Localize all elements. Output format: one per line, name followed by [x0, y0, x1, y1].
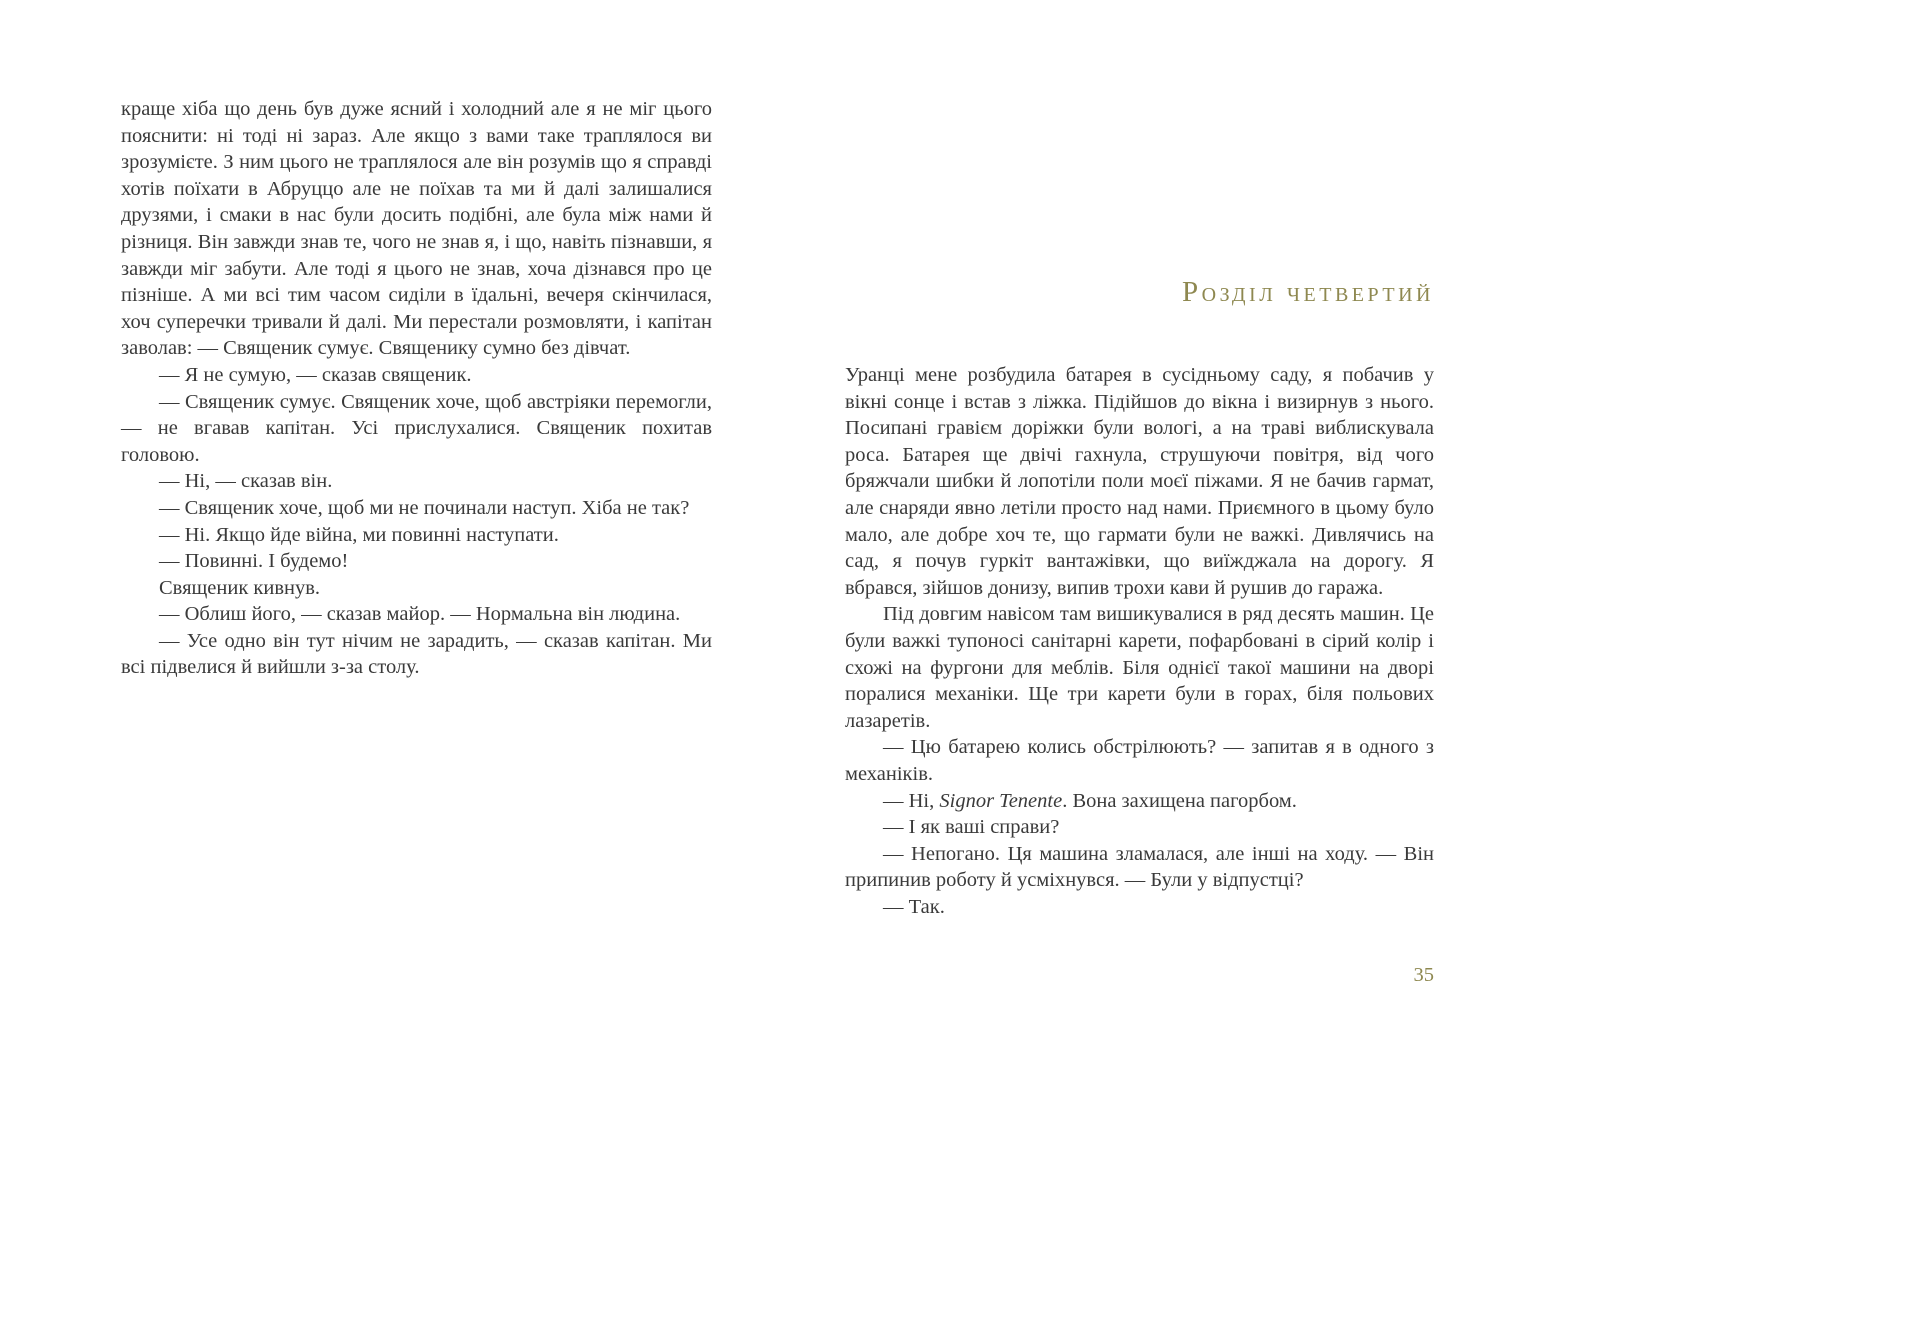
paragraph: — Священик сумує. Священик хоче, щоб австріяки перемогли, — не вгавав капітан. Усі прислухалися. Священик похитав головою.: [121, 390, 712, 466]
left-page-text: [121, 96, 712, 681]
right-page-text: [845, 362, 1434, 920]
chapter-heading: Розділ четвертий: [1182, 276, 1434, 308]
paragraph: — Цю батарею колись обстрілюють? — запитав я в одного з механіків.: [845, 736, 1434, 785]
paragraph: Священик кивнув.: [159, 576, 321, 599]
paragraph: — Ні, Signor Tenente. Вона захищена пагорбом.: [883, 789, 1297, 812]
paragraph: — Облиш його, — сказав майор. — Нормальна він людина.: [159, 603, 681, 626]
paragraph: — Ні, — сказав він.: [159, 470, 333, 493]
page-number: 35: [1413, 964, 1434, 986]
paragraph: Уранці мене розбудила батарея в сусідньому саду, я побачив у вікні сонце і встав з ліжка. Підійшов до вікна і визирнув з нього. Посипані гравієм доріжки були вологі, а на траві виблискувала роса. Батарея ще двічі гахнула, струшуючи повітря, від чого бряжчали шибки й лопотіли поли моєї піжами. Я не бачив гармат, але снаряди явно летіли просто над нами. Приємного в цьому було мало, але добре хоч те, що гармати були не важкі. Дивлячись на сад, я почув гуркіт вантажівки, що виїжджала на дорогу. Я вбрався, зійшов донизу, випив трохи кави й рушив до гаража.: [845, 364, 1434, 599]
paragraph: — Ні. Якщо йде війна, ми повинні наступати.: [159, 523, 559, 546]
paragraph: — Непогано. Ця машина зламалася, але інші на ходу. — Він припинив роботу й усміхнувся. — Були у відпустці?: [845, 842, 1434, 892]
paragraph: Під довгим навісом там вишикувалися в ряд десять машин. Це були важкі тупоносі санітарні карети, пофарбовані в сірий колір і схожі на фургони для меблів. Біля однієї такої машини на дворі поралися механіки. Ще три карети були в горах, біля польових лазаретів.: [845, 603, 1434, 732]
paragraph: — Усе одно він тут нічим не зарадить, — сказав капітан. Ми всі підвелися й вийшли з-за столу.: [121, 629, 712, 679]
paragraph: краще хіба що день був дуже ясний і холодний але я не міг цього пояснити: ні тоді ні зараз. Але якщо з вами таке траплялося ви зрозумієте. З ним цього не траплялося але він розумів що я справді хотів поїхати в Абруццо але не поїхав та ми й далі залишалися друзями, і смаки в нас були досить подібні, але була між нами й різниця. Він завжди знав те, чого не знав я, і що, навіть пізнавши, я завжди міг забути. Але тоді я цього не знав, хоча дізнався про це пізніше. А ми всі тим часом сиділи в їдальні, вечеря скінчилася, хоч суперечки тривали й далі. Ми перестали розмовляти, і капітан заволав: — Священик сумує. Священику сумно без дівчат.: [121, 98, 712, 360]
paragraph: — Священик хоче, щоб ми не починали наступ. Хіба не так?: [159, 496, 690, 519]
paragraph: — Повинні. І будемо!: [159, 550, 349, 573]
paragraph: — Я не сумую, — сказав священик.: [159, 363, 472, 386]
paragraph: — Так.: [883, 895, 945, 918]
paragraph: — І як ваші справи?: [883, 816, 1060, 839]
